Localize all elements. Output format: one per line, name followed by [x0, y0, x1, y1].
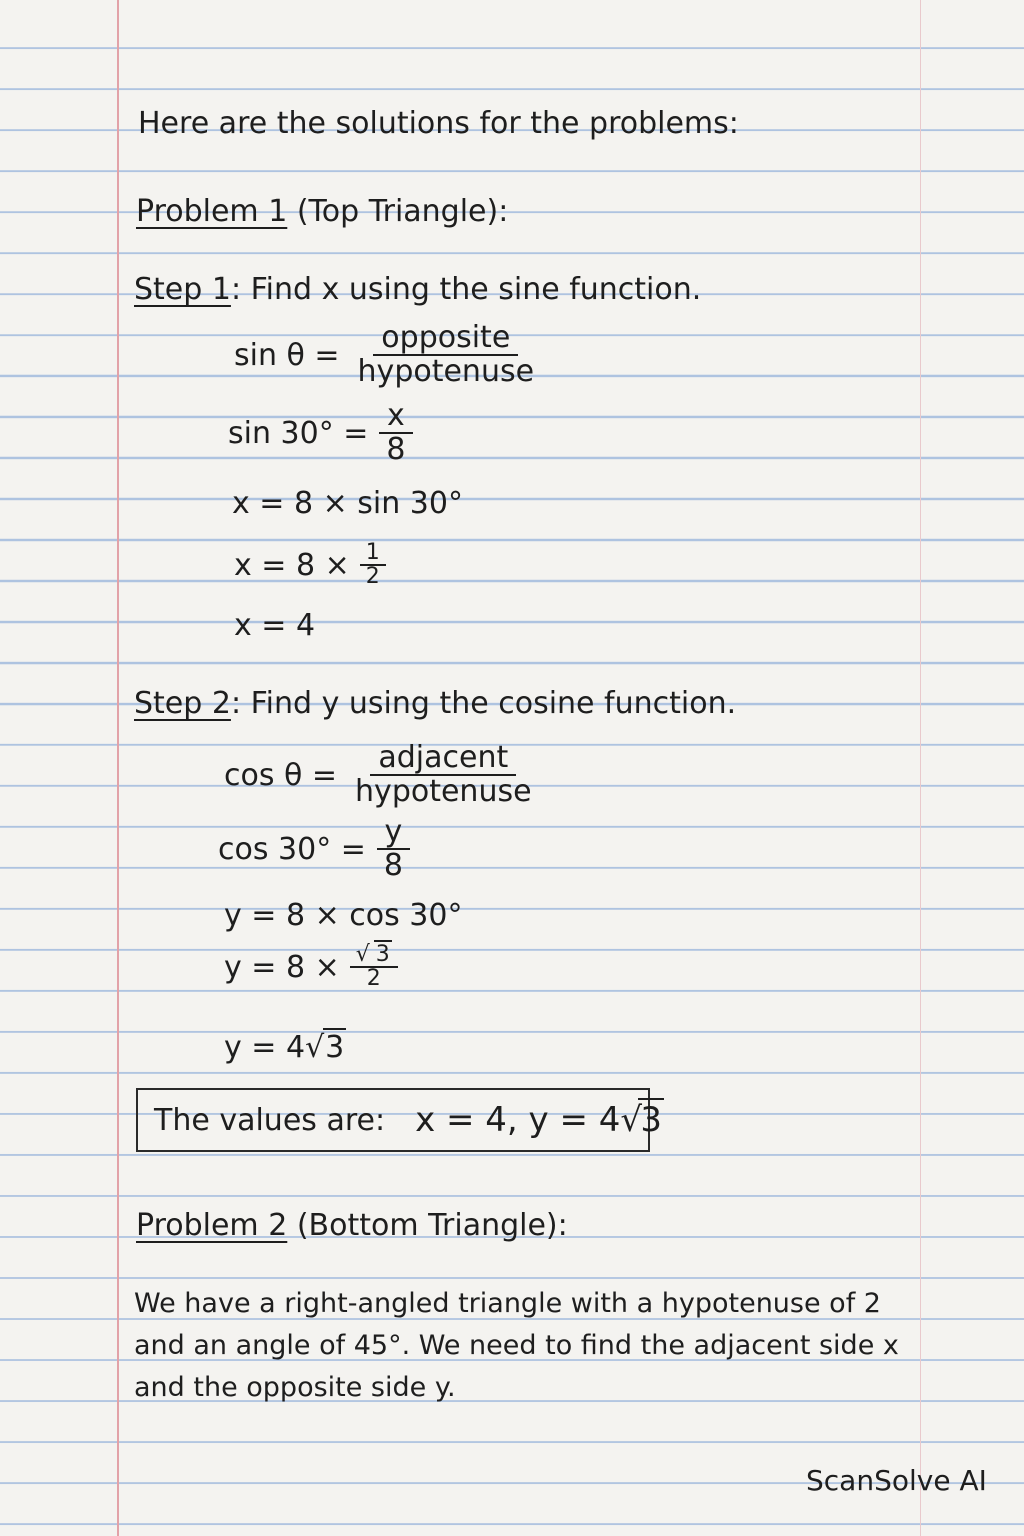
fraction	[360, 542, 386, 588]
eq-lhs: x = 8 ×	[234, 547, 350, 583]
step2-colon: :	[230, 686, 242, 721]
sqrt-symbol	[305, 1030, 346, 1065]
problem1-title: Problem 1	[136, 194, 288, 229]
fraction	[347, 742, 540, 808]
answer-label: The values are:	[154, 1102, 386, 1138]
radicand: 3	[640, 1100, 663, 1140]
step1-eq1	[234, 322, 542, 388]
step2-label: Step 2	[134, 686, 231, 721]
step2-text: Find y using the cosine function.	[250, 686, 737, 721]
answer-values-text: x = 4, y = 4	[415, 1100, 621, 1140]
numerator: x	[379, 400, 413, 434]
eq-lhs: sin θ =	[234, 337, 340, 373]
radicand: 3	[325, 1030, 345, 1065]
denominator: 8	[383, 848, 403, 883]
problem2-heading	[136, 1206, 568, 1246]
answer-box	[136, 1088, 663, 1152]
step1-result: x = 4	[234, 608, 316, 643]
radicand: 3	[375, 942, 390, 967]
eq-lhs: sin 30° =	[228, 415, 369, 451]
step1-text: Find x using the sine function.	[250, 272, 702, 307]
eq-lhs: y = 4	[224, 1030, 306, 1065]
problem2-subtitle: (Bottom Triangle):	[296, 1208, 568, 1243]
problem2-line-3: and the opposite side y.	[134, 1372, 456, 1403]
sqrt-symbol	[620, 1100, 664, 1140]
denominator: 2	[365, 564, 380, 589]
step1-eq4	[234, 542, 386, 588]
eq-lhs: y = 8 ×	[224, 949, 340, 985]
step2-line	[134, 684, 736, 724]
step2-eq1	[224, 742, 540, 808]
step1-line	[134, 270, 701, 310]
right-margin-line	[920, 0, 921, 1536]
fraction	[350, 322, 543, 388]
denominator: hypotenuse	[357, 354, 535, 389]
step2-eq4	[224, 944, 398, 990]
intro-text: Here are the solutions for the problems:	[138, 106, 739, 141]
answer-values	[415, 1100, 664, 1140]
problem2-line-1: We have a right-angled triangle with a hypotenuse of 2	[134, 1288, 881, 1319]
numerator: y	[377, 816, 411, 850]
step2-eq2	[218, 816, 411, 882]
step2-result	[224, 1030, 346, 1065]
numerator: 1	[360, 542, 386, 566]
denominator: hypotenuse	[355, 774, 532, 809]
fraction	[350, 944, 398, 990]
eq-lhs: cos θ =	[224, 757, 338, 793]
denominator: 8	[386, 432, 406, 467]
fraction	[378, 400, 413, 466]
step1-label: Step 1	[134, 272, 231, 307]
problem1-subtitle: (Top Triangle):	[296, 194, 509, 229]
step1-colon: :	[230, 272, 242, 307]
numerator	[350, 944, 398, 968]
problem2-title: Problem 2	[136, 1208, 288, 1243]
sqrt-symbol	[356, 944, 392, 966]
footer-brand: ScanSolve AI	[806, 1464, 987, 1497]
step2-eq3: y = 8 × cos 30°	[224, 898, 463, 933]
margin-line	[117, 0, 119, 1536]
problem1-heading	[136, 192, 508, 232]
eq-lhs: cos 30° =	[218, 831, 366, 867]
denominator: 2	[366, 966, 381, 991]
numerator: adjacent	[370, 742, 516, 776]
step1-eq3: x = 8 × sin 30°	[232, 486, 463, 521]
fraction	[376, 816, 411, 882]
numerator: opposite	[373, 322, 518, 356]
problem2-line-2: and an angle of 45°. We need to find the adjacent side x	[134, 1330, 899, 1361]
step1-eq2	[228, 400, 413, 466]
